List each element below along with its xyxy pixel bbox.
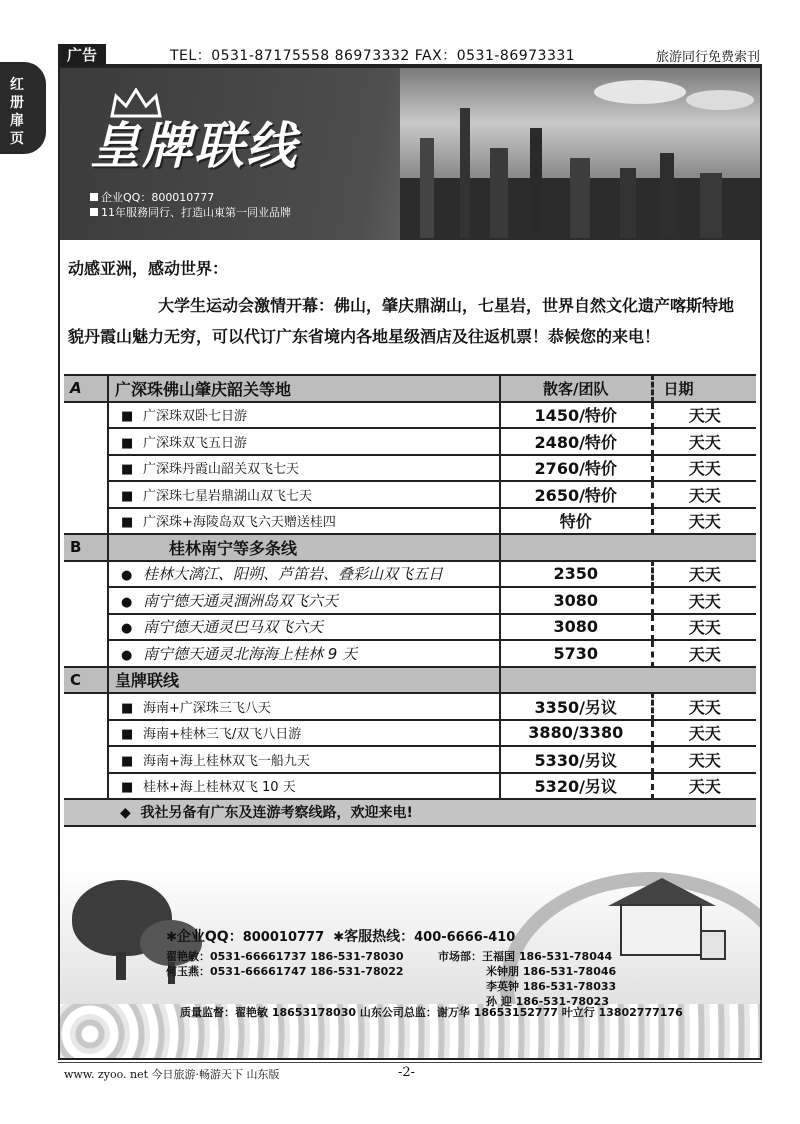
route-price: 5730 [500, 640, 652, 667]
square-bullet-icon: ■ [121, 700, 134, 716]
round-bullet-icon: ● [121, 594, 133, 610]
route-date: 天天 [652, 455, 756, 482]
qq-value: 800010777 [242, 930, 325, 945]
site-url: www. zyoo. net 今日旅游·畅游天下 山东版 [64, 1068, 280, 1081]
table-row [64, 720, 756, 747]
route-date: 天天 [652, 428, 756, 455]
quality-supervision: 质量监督：翟艳敏 18653178030 山东公司总监：谢万华 18653152777 叶立行 13802777176 [180, 1006, 683, 1019]
table-row [64, 614, 756, 641]
section-header-b [64, 534, 756, 561]
route-price: 3080 [500, 614, 652, 641]
banner-slogan: 11年服務同行、打造山東第一同业品牌 [101, 206, 291, 219]
route-price: 3080 [500, 587, 652, 614]
square-bullet-icon: ■ [121, 753, 134, 769]
city-skyline-photo [400, 68, 760, 240]
round-bullet-icon: ● [121, 568, 133, 584]
route-date: 天天 [652, 746, 756, 773]
table-row [64, 508, 756, 535]
route-date: 天天 [652, 587, 756, 614]
skyline-graphic [400, 68, 760, 240]
contact-footer [60, 866, 760, 1058]
square-bullet-icon: ■ [121, 780, 134, 796]
route-date: 天天 [652, 561, 756, 588]
route-name: ■ 广深珠双卧七日游 [108, 402, 500, 429]
route-name: ■ 海南+桂林三飞/双飞八日游 [108, 720, 500, 747]
phone-fax-line: TEL：0531-87175558 86973332 FAX：0531-86973331 [170, 48, 576, 64]
square-bullet-icon: ■ [121, 488, 134, 504]
header-bar [58, 44, 762, 66]
route-name: ■ 广深珠丹霞山韶关双飞七天 [108, 455, 500, 482]
route-name: ■ 广深珠+海陵岛双飞六天赠送桂四 [108, 508, 500, 535]
route-name: ■ 广深珠七星岩鼎湖山双飞七天 [108, 481, 500, 508]
route-price: 2650/特价 [500, 481, 652, 508]
route-price: 2480/特价 [500, 428, 652, 455]
date-column-header: 日期 [652, 375, 756, 402]
contact-person: 孙 迎 186-531-78023 [486, 995, 609, 1008]
ad-frame [58, 66, 762, 1060]
intro-heading: 动感亚洲，感动世界： [68, 259, 229, 278]
route-price: 2350 [500, 561, 652, 588]
square-bullet-icon: ■ [121, 462, 134, 478]
table-row [64, 640, 756, 667]
qq-hotline-line [166, 930, 515, 945]
contact-right [438, 949, 616, 1009]
round-bullet-icon: ● [121, 621, 133, 637]
route-name: ● 南宁德天通灵涠洲岛双飞六天 [108, 587, 500, 614]
table-row [64, 455, 756, 482]
banner-qq: 企业QQ：800010777 [101, 191, 215, 204]
table-row [64, 693, 756, 720]
section-header-c [64, 667, 756, 694]
table-row [64, 428, 756, 455]
table-row [64, 402, 756, 429]
route-name: ■ 桂林+海上桂林双飞 10 天 [108, 773, 500, 800]
contact-person: 何玉燕：0531-66661747 186-531-78022 [166, 965, 404, 978]
hotline-value: 400-6666-410 [414, 930, 516, 945]
table-row [64, 746, 756, 773]
free-copy-note: 旅游同行免费索刊 [655, 50, 760, 65]
route-price: 2760/特价 [500, 455, 652, 482]
route-date: 天天 [652, 614, 756, 641]
star-icon: ✱ [333, 930, 345, 945]
section-header-a [64, 375, 756, 402]
square-bullet-icon: ■ [121, 435, 134, 451]
table-row [64, 773, 756, 800]
house-roof-icon [608, 878, 716, 906]
page-number: -2- [398, 1065, 416, 1080]
route-name: ■ 海南+海上桂林双飞一船九天 [108, 746, 500, 773]
route-date: 天天 [652, 640, 756, 667]
section-title: 皇牌联线 [108, 667, 500, 694]
route-name: ■ 广深珠双飞五日游 [108, 428, 500, 455]
route-price: 3880/3380 [500, 720, 652, 747]
route-date: 天天 [652, 693, 756, 720]
ad-tag: 广告 [58, 44, 106, 66]
note-row [64, 799, 756, 826]
note-text: 我社另备有广东及连游考察线路，欢迎来电! [140, 805, 413, 822]
section-letter: B [64, 534, 108, 561]
hotline-label: 客服热线： [344, 929, 415, 945]
price-column-header: 散客/团队 [500, 375, 652, 402]
route-date: 天天 [652, 773, 756, 800]
table-row [64, 481, 756, 508]
section-title: 桂林南宁等多条线 [108, 534, 500, 561]
square-bullet-icon [90, 208, 98, 216]
intro-text [68, 256, 748, 352]
intro-body: 大学生运动会激情开幕：佛山，肇庆鼎湖山，七星岩，世界自然文化遗产喀斯特地貌丹霞山魅力无穷，可以代订广东省境内各地星级酒店及往返机票！恭候您的来电！ [68, 296, 735, 346]
square-bullet-icon: ■ [121, 727, 134, 743]
route-price: 1450/特价 [500, 402, 652, 429]
route-date: 天天 [652, 402, 756, 429]
route-name: ● 南宁德天通灵巴马双飞六天 [108, 614, 500, 641]
qq-label: 企业QQ： [176, 929, 243, 945]
side-tab-label: 红册扉页 [10, 77, 24, 147]
section-letter: C [64, 667, 108, 694]
diamond-bullet-icon: ◆ [120, 805, 131, 822]
route-name: ■ 海南+广深珠三飞八天 [108, 693, 500, 720]
contact-person: 李英钟 186-531-78033 [486, 980, 617, 993]
house-icon [620, 904, 702, 956]
route-price: 5320/另议 [500, 773, 652, 800]
contact-person: 翟艳敏：0531-66661737 186-531-78030 [166, 950, 404, 963]
square-bullet-icon: ■ [121, 515, 134, 531]
table-row [64, 587, 756, 614]
star-icon: ✱ [166, 930, 177, 945]
side-tab [0, 62, 46, 154]
route-price: 特价 [500, 508, 652, 535]
route-price: 5330/另议 [500, 746, 652, 773]
route-date: 天天 [652, 720, 756, 747]
route-date: 天天 [652, 508, 756, 535]
route-name: ● 南宁德天通灵北海海上桂林 9 天 [108, 640, 500, 667]
route-date: 天天 [652, 481, 756, 508]
small-house-icon [700, 930, 726, 960]
square-bullet-icon [90, 193, 98, 201]
table-row [64, 561, 756, 588]
route-table [64, 374, 756, 827]
contact-person: 米钟朋 186-531-78046 [486, 965, 617, 978]
contact-person: 市场部：王福国 186-531-78044 [438, 950, 613, 963]
brand-logo-text: 皇牌联线 [90, 117, 298, 175]
page-footer [58, 1062, 762, 1082]
section-title: 广深珠佛山肇庆韶关等地 [108, 375, 500, 402]
section-letter: A [64, 375, 108, 402]
banner-info [90, 190, 291, 220]
square-bullet-icon: ■ [121, 409, 134, 425]
brand-banner [60, 68, 760, 240]
route-price: 3350/另议 [500, 693, 652, 720]
round-bullet-icon: ● [121, 647, 133, 663]
route-name: ● 桂林大漓江、阳朔、芦笛岩、叠彩山双飞五日 [108, 561, 500, 588]
